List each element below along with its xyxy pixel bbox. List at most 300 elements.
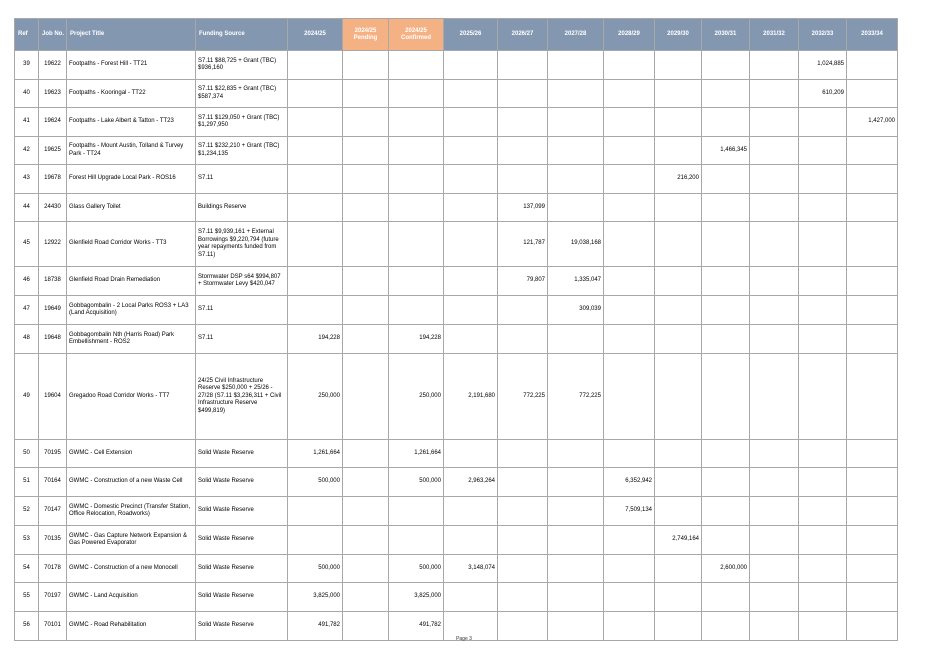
amount-cell [847,354,898,440]
amount-cell [343,267,389,296]
amount-cell [444,526,498,555]
ref-cell: 55 [15,583,39,612]
funding-source-cell: S7.11 $22,835 + Grant (TBC) $587,374 [196,80,288,108]
funding-source-cell: S7.11 $232,210 + Grant (TBC) $1,234,135 [196,137,288,165]
funding-source-cell: Solid Waste Reserve [196,526,288,555]
project-title-cell: Glenfield Road Drain Remediation [67,267,196,296]
ref-cell: 40 [15,80,39,108]
ref-cell: 39 [15,51,39,80]
amount-cell: 2,749,164 [655,526,702,555]
amount-cell: 309,039 [548,296,604,325]
amount-cell [288,108,343,137]
ref-cell: 56 [15,612,39,641]
ref-cell: 47 [15,296,39,325]
amount-cell [799,108,847,137]
amount-cell: 250,000 [288,354,343,440]
ref-cell: 52 [15,497,39,526]
amount-cell [750,80,799,108]
amount-cell [702,222,750,267]
amount-cell [702,296,750,325]
amount-cell [343,583,389,612]
amount-cell [389,526,444,555]
amount-cell [604,583,655,612]
table-row [15,555,898,583]
amount-cell [548,108,604,137]
amount-cell: 6,352,942 [604,468,655,497]
amount-cell [655,468,702,497]
amount-cell [702,51,750,80]
amount-cell [604,51,655,80]
amount-cell [750,555,799,583]
project-title-cell: Footpaths - Lake Albert & Tatton - TT23 [67,108,196,137]
amount-cell [343,468,389,497]
amount-cell [750,222,799,267]
amount-cell [847,222,898,267]
amount-cell: 772,225 [498,354,548,440]
amount-cell: 500,000 [389,468,444,497]
header-year: 2026/27 [498,19,548,51]
header-year: 2025/26 [444,19,498,51]
amount-cell [288,526,343,555]
amount-cell [604,194,655,222]
amount-cell [655,222,702,267]
amount-cell: 216,200 [655,165,702,194]
header-ref: Ref [15,19,39,51]
amount-cell [604,137,655,165]
amount-cell: 500,000 [288,468,343,497]
amount-cell [288,222,343,267]
amount-cell [444,267,498,296]
amount-cell [343,526,389,555]
amount-cell [847,194,898,222]
job-no-cell: 70135 [39,526,67,555]
amount-cell [548,194,604,222]
amount-cell [343,137,389,165]
amount-cell [498,165,548,194]
amount-cell [548,440,604,468]
table-row [15,108,898,137]
header-year: 2027/28 [548,19,604,51]
project-title-cell: Forest Hill Upgrade Local Park - ROS16 [67,165,196,194]
amount-cell [799,354,847,440]
job-no-cell: 19604 [39,354,67,440]
amount-cell [288,267,343,296]
amount-cell [702,108,750,137]
amount-cell [444,325,498,354]
funding-source-cell: Solid Waste Reserve [196,468,288,497]
amount-cell [847,296,898,325]
amount-cell [548,165,604,194]
amount-cell [498,468,548,497]
amount-cell [750,267,799,296]
amount-cell: 1,335,047 [548,267,604,296]
amount-cell [343,194,389,222]
amount-cell [498,108,548,137]
amount-cell [389,296,444,325]
project-title-cell: GWMC - Gas Capture Network Expansion & Gas Powered Evaporator [67,526,196,555]
amount-cell [604,267,655,296]
job-no-cell: 70101 [39,612,67,641]
amount-cell [702,468,750,497]
amount-cell [498,51,548,80]
amount-cell [389,222,444,267]
table-row [15,267,898,296]
ref-cell: 46 [15,267,39,296]
header-year-pending: 2024/25 Pending [343,19,389,51]
project-title-cell: GWMC - Land Acquisition [67,583,196,612]
amount-cell [444,80,498,108]
amount-cell [750,497,799,526]
job-no-cell: 70147 [39,497,67,526]
amount-cell [799,497,847,526]
header-year: 2033/34 [847,19,898,51]
amount-cell [444,440,498,468]
amount-cell [847,583,898,612]
amount-cell [444,194,498,222]
capital-works-table [14,18,898,641]
amount-cell: 491,782 [389,612,444,641]
amount-cell: 1,024,885 [799,51,847,80]
amount-cell [389,108,444,137]
amount-cell [655,354,702,440]
job-no-cell: 19678 [39,165,67,194]
table-row [15,80,898,108]
amount-cell [389,137,444,165]
amount-cell [498,325,548,354]
amount-cell [702,80,750,108]
amount-cell [750,325,799,354]
funding-source-cell: Solid Waste Reserve [196,583,288,612]
amount-cell [702,194,750,222]
ref-cell: 41 [15,108,39,137]
ref-cell: 48 [15,325,39,354]
funding-source-cell: S7.11 $129,050 + Grant (TBC) $1,297,950 [196,108,288,137]
funding-source-cell: S7.11 $88,725 + Grant (TBC) $936,160 [196,51,288,80]
amount-cell [799,555,847,583]
amount-cell: 3,825,000 [288,583,343,612]
amount-cell [343,354,389,440]
amount-cell [702,497,750,526]
amount-cell [444,296,498,325]
header-year: 2032/33 [799,19,847,51]
amount-cell [847,555,898,583]
amount-cell: 1,261,664 [389,440,444,468]
project-title-cell: Footpaths - Kooringal - TT22 [67,80,196,108]
amount-cell [750,526,799,555]
project-title-cell: GWMC - Cell Extension [67,440,196,468]
amount-cell: 194,228 [288,325,343,354]
amount-cell [750,468,799,497]
amount-cell [444,165,498,194]
funding-source-cell: Solid Waste Reserve [196,497,288,526]
job-no-cell: 24430 [39,194,67,222]
amount-cell [548,555,604,583]
amount-cell [750,583,799,612]
amount-cell [343,440,389,468]
funding-source-cell: S7.11 $9,939,161 + External Borrowings $9,220,794 (future year repayments funded from S7.11) [196,222,288,267]
amount-cell [288,80,343,108]
ref-cell: 45 [15,222,39,267]
ref-cell: 54 [15,555,39,583]
header-funding-source: Funding Source [196,19,288,51]
ref-cell: 53 [15,526,39,555]
amount-cell [604,165,655,194]
amount-cell: 610,209 [799,80,847,108]
amount-cell [750,51,799,80]
amount-cell: 194,228 [389,325,444,354]
table-row [15,222,898,267]
amount-cell [604,296,655,325]
amount-cell [604,108,655,137]
amount-cell [799,583,847,612]
amount-cell [288,51,343,80]
amount-cell [799,165,847,194]
amount-cell [548,583,604,612]
amount-cell [444,497,498,526]
amount-cell: 250,000 [389,354,444,440]
amount-cell [847,80,898,108]
amount-cell [799,222,847,267]
job-no-cell: 19622 [39,51,67,80]
amount-cell [548,325,604,354]
amount-cell [702,267,750,296]
amount-cell [847,440,898,468]
funding-source-cell: Solid Waste Reserve [196,555,288,583]
amount-cell [750,165,799,194]
header-year: 2029/30 [655,19,702,51]
amount-cell [343,80,389,108]
amount-cell [389,165,444,194]
header-year: 2031/32 [750,19,799,51]
amount-cell [847,468,898,497]
amount-cell: 2,600,000 [702,555,750,583]
amount-cell [604,222,655,267]
amount-cell [343,222,389,267]
job-no-cell: 19648 [39,325,67,354]
amount-cell [604,80,655,108]
amount-cell [847,267,898,296]
amount-cell [847,526,898,555]
amount-cell [655,497,702,526]
amount-cell [750,137,799,165]
amount-cell [655,325,702,354]
amount-cell [655,194,702,222]
amount-cell [604,440,655,468]
amount-cell [288,296,343,325]
amount-cell: 2,963,264 [444,468,498,497]
amount-cell [498,296,548,325]
table-row [15,583,898,612]
funding-source-cell: S7.11 [196,325,288,354]
header-year: 2030/31 [702,19,750,51]
amount-cell: 137,099 [498,194,548,222]
amount-cell [604,325,655,354]
amount-cell [389,267,444,296]
amount-cell: 121,787 [498,222,548,267]
project-title-cell: GWMC - Construction of a new Waste Cell [67,468,196,497]
amount-cell: 79,807 [498,267,548,296]
funding-source-cell: S7.11 [196,296,288,325]
amount-cell [702,583,750,612]
table-row [15,526,898,555]
job-no-cell: 70195 [39,440,67,468]
amount-cell [655,137,702,165]
job-no-cell: 70197 [39,583,67,612]
page-number: Page 3 [456,636,472,642]
header-year: 2028/29 [604,19,655,51]
amount-cell [655,440,702,468]
amount-cell [847,137,898,165]
amount-cell [847,497,898,526]
amount-cell [702,354,750,440]
job-no-cell: 70178 [39,555,67,583]
amount-cell [702,325,750,354]
amount-cell: 3,825,000 [389,583,444,612]
amount-cell [548,80,604,108]
amount-cell [548,497,604,526]
project-title-cell: Glass Gallery Toilet [67,194,196,222]
amount-cell [343,296,389,325]
table-row [15,325,898,354]
funding-source-cell: Solid Waste Reserve [196,440,288,468]
project-title-cell: Footpaths - Mount Austin, Tolland & Turvey Park - TT24 [67,137,196,165]
amount-cell [548,468,604,497]
amount-cell [799,137,847,165]
amount-cell [498,583,548,612]
amount-cell [750,296,799,325]
job-no-cell: 19624 [39,108,67,137]
amount-cell [444,137,498,165]
amount-cell [548,51,604,80]
amount-cell [655,108,702,137]
amount-cell [343,108,389,137]
amount-cell [799,194,847,222]
table-body [15,51,898,641]
amount-cell [655,267,702,296]
ref-cell: 49 [15,354,39,440]
amount-cell [655,80,702,108]
header-year-confirmed: 2024/25 Confirmed [389,19,444,51]
job-no-cell: 18738 [39,267,67,296]
project-title-cell: Gobbagombalin Nth (Harris Road) Park Embellishment - ROS2 [67,325,196,354]
amount-cell [498,80,548,108]
amount-cell [847,165,898,194]
amount-cell [498,526,548,555]
amount-cell [343,555,389,583]
amount-cell [655,583,702,612]
amount-cell: 19,038,168 [548,222,604,267]
amount-cell [288,137,343,165]
amount-cell [389,51,444,80]
amount-cell [498,440,548,468]
amount-cell: 1,427,000 [847,108,898,137]
table-row [15,137,898,165]
ref-cell: 50 [15,440,39,468]
amount-cell [498,555,548,583]
header-year: 2024/25 [288,19,343,51]
amount-cell [548,526,604,555]
job-no-cell: 70164 [39,468,67,497]
amount-cell [343,51,389,80]
project-title-cell: Glenfield Road Corridor Works - TT3 [67,222,196,267]
table-row [15,51,898,80]
amount-cell: 500,000 [389,555,444,583]
amount-cell [444,583,498,612]
amount-cell [799,526,847,555]
job-no-cell: 12922 [39,222,67,267]
amount-cell [288,165,343,194]
amount-cell [799,325,847,354]
amount-cell [389,194,444,222]
table-row [15,468,898,497]
amount-cell [750,194,799,222]
ref-cell: 42 [15,137,39,165]
amount-cell [702,165,750,194]
amount-cell: 1,466,345 [702,137,750,165]
table-row [15,165,898,194]
amount-cell [343,165,389,194]
amount-cell [389,497,444,526]
amount-cell [444,51,498,80]
amount-cell [799,267,847,296]
amount-cell [702,440,750,468]
amount-cell [750,108,799,137]
funding-source-cell: S7.11 [196,165,288,194]
amount-cell [847,51,898,80]
ref-cell: 44 [15,194,39,222]
amount-cell [604,555,655,583]
ref-cell: 43 [15,165,39,194]
project-title-cell: Gregadoo Road Corridor Works - TT7 [67,354,196,440]
amount-cell [548,137,604,165]
funding-source-cell: Buildings Reserve [196,194,288,222]
table-row [15,497,898,526]
ref-cell: 51 [15,468,39,497]
amount-cell [655,555,702,583]
amount-cell: 3,148,074 [444,555,498,583]
amount-cell [799,468,847,497]
funding-source-cell: 24/25 Civil Infrastructure Reserve $250,000 + 25/26 - 27/28 (S7.11 $3,236,311 + Civil Infrastructure Reserve $499,819) [196,354,288,440]
amount-cell: 1,261,664 [288,440,343,468]
amount-cell [288,194,343,222]
project-title-cell: GWMC - Domestic Precinct (Transfer Station, Office Relocation, Roadworks) [67,497,196,526]
amount-cell [604,526,655,555]
amount-cell [702,526,750,555]
amount-cell [444,108,498,137]
amount-cell [799,296,847,325]
header-row [15,19,898,51]
table-row [15,354,898,440]
amount-cell [750,440,799,468]
amount-cell: 491,782 [288,612,343,641]
amount-cell [288,497,343,526]
table-row [15,440,898,468]
job-no-cell: 19623 [39,80,67,108]
job-no-cell: 19649 [39,296,67,325]
project-title-cell: Gobbagombalin - 2 Local Parks ROS3 + LA3 (Land Acquisition) [67,296,196,325]
amount-cell [655,296,702,325]
project-title-cell: GWMC - Construction of a new Monocell [67,555,196,583]
amount-cell [444,222,498,267]
amount-cell [847,325,898,354]
table-row [15,296,898,325]
project-title-cell: Footpaths - Forest Hill - TT21 [67,51,196,80]
table-row [15,194,898,222]
project-title-cell: GWMC - Road Rehabilitation [67,612,196,641]
amount-cell: 2,191,680 [444,354,498,440]
amount-cell [343,325,389,354]
amount-cell [498,137,548,165]
